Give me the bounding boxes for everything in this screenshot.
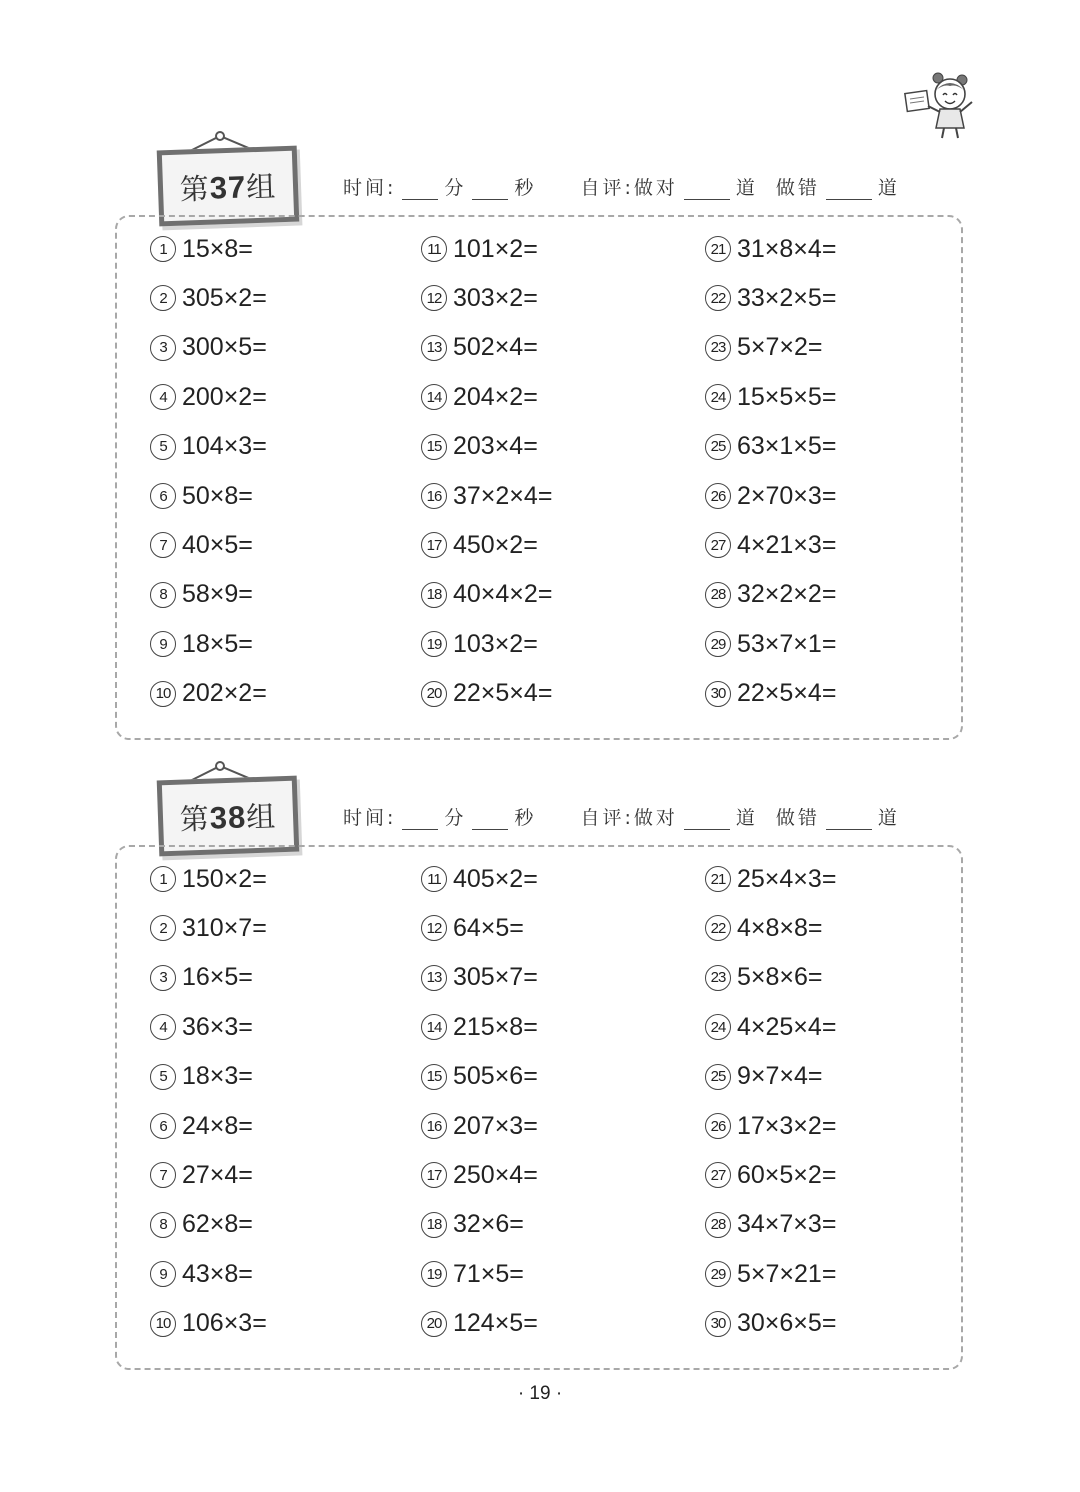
problem-item (421, 328, 538, 368)
problem-item (150, 476, 253, 516)
problem-expression: 505×6= (453, 1062, 538, 1091)
problem-number-badge: 27 (705, 1162, 731, 1188)
problem-item (150, 1155, 253, 1195)
problem-item (150, 1007, 253, 1047)
problem-number-badge: 7 (150, 532, 176, 558)
problem-expression: 40×5= (182, 530, 253, 559)
minute-label: 分 (444, 177, 467, 199)
problem-number-badge: 5 (150, 1064, 176, 1090)
problem-number-badge: 2 (150, 915, 176, 941)
problem-item (421, 1057, 538, 1097)
problem-expression: 63×1×5= (737, 432, 837, 461)
timing-and-self-evaluation (343, 800, 900, 830)
group-title-sign (158, 778, 294, 852)
self-eval-correct-label: 自评:做对 (580, 807, 678, 829)
problem-item (705, 427, 836, 467)
problem-number-badge: 29 (705, 1261, 731, 1287)
wrong-count-blank[interactable] (826, 809, 872, 830)
problem-number-badge: 18 (421, 582, 447, 608)
problem-item (421, 278, 538, 318)
problem-number-badge: 21 (705, 866, 731, 892)
wrong-label: 做错 (775, 177, 820, 199)
group-title-sign (158, 148, 294, 222)
problem-number-badge: 20 (421, 681, 447, 707)
problem-item (705, 525, 836, 565)
problem-number-badge: 26 (705, 483, 731, 509)
wrong-label: 做错 (775, 807, 820, 829)
problem-number-badge: 16 (421, 483, 447, 509)
problem-item (150, 575, 253, 615)
problem-number-badge: 24 (705, 1014, 731, 1040)
problem-expression: 200×2= (182, 382, 267, 411)
problem-expression: 250×4= (453, 1160, 538, 1189)
correct-count-blank[interactable] (684, 809, 730, 830)
problem-expression: 5×8×6= (737, 963, 823, 992)
problem-number-badge: 13 (421, 335, 447, 361)
problem-number-badge: 11 (421, 236, 447, 262)
problem-item (705, 908, 823, 948)
problem-item (150, 1304, 267, 1344)
problem-item (421, 1205, 524, 1245)
problem-expression: 305×7= (453, 963, 538, 992)
problem-expression: 104×3= (182, 432, 267, 461)
problem-item (705, 1057, 823, 1097)
unit-label: 道 (735, 177, 758, 199)
problem-number-badge: 28 (705, 582, 731, 608)
problem-item (150, 427, 267, 467)
problem-item (421, 377, 538, 417)
problem-item (421, 908, 524, 948)
problem-item (705, 624, 836, 664)
problem-expression: 22×5×4= (453, 679, 553, 708)
problem-number-badge: 3 (150, 335, 176, 361)
problem-item (150, 674, 267, 714)
problem-item (705, 1205, 836, 1245)
timing-and-self-evaluation (343, 170, 900, 200)
problem-number-badge: 6 (150, 483, 176, 509)
problem-expression: 50×8= (182, 481, 253, 510)
problem-number-badge: 15 (421, 1064, 447, 1090)
problem-expression: 215×8= (453, 1012, 538, 1041)
problem-item (421, 476, 552, 516)
problem-item (150, 377, 267, 417)
problem-number-badge: 16 (421, 1113, 447, 1139)
problem-number-badge: 29 (705, 631, 731, 657)
problem-expression: 4×8×8= (737, 913, 823, 942)
problem-number-badge: 19 (421, 631, 447, 657)
problem-number-badge: 24 (705, 384, 731, 410)
minutes-blank[interactable] (402, 809, 438, 830)
second-label: 秒 (514, 177, 537, 199)
problem-expression: 106×3= (182, 1309, 267, 1338)
problem-expression: 43×8= (182, 1259, 253, 1288)
problem-expression: 24×8= (182, 1111, 253, 1140)
problem-box (115, 845, 963, 1370)
group-title: 第37组 (179, 168, 277, 207)
problem-expression: 305×2= (182, 283, 267, 312)
problem-number-badge: 1 (150, 236, 176, 262)
problem-number-badge: 21 (705, 236, 731, 262)
problem-item (150, 328, 267, 368)
problem-number-badge: 12 (421, 915, 447, 941)
problem-item (705, 229, 836, 269)
problem-item (421, 575, 552, 615)
problem-number-badge: 9 (150, 631, 176, 657)
problem-expression: 103×2= (453, 629, 538, 658)
problem-expression: 36×3= (182, 1012, 253, 1041)
problem-number-badge: 22 (705, 285, 731, 311)
problem-expression: 202×2= (182, 679, 267, 708)
unit-label: 道 (877, 177, 900, 199)
problem-expression: 32×2×2= (737, 580, 837, 609)
problem-number-badge: 10 (150, 1311, 176, 1337)
problem-item (150, 525, 253, 565)
unit-label: 道 (877, 807, 900, 829)
unit-label: 道 (735, 807, 758, 829)
problem-expression: 207×3= (453, 1111, 538, 1140)
problem-expression: 53×7×1= (737, 629, 837, 658)
problem-item (705, 859, 836, 899)
problem-expression: 31×8×4= (737, 234, 837, 263)
problem-number-badge: 4 (150, 1014, 176, 1040)
problem-item (150, 229, 253, 269)
problem-expression: 101×2= (453, 234, 538, 263)
problem-expression: 17×3×2= (737, 1111, 837, 1140)
problem-item (705, 958, 823, 998)
problem-expression: 18×5= (182, 629, 253, 658)
problem-expression: 204×2= (453, 382, 538, 411)
minute-label: 分 (444, 807, 467, 829)
problem-item (705, 1106, 836, 1146)
problem-item (421, 427, 538, 467)
problem-item (705, 1007, 836, 1047)
problem-number-badge: 8 (150, 1212, 176, 1238)
problem-number-badge: 14 (421, 384, 447, 410)
problem-item (150, 958, 253, 998)
problem-number-badge: 1 (150, 866, 176, 892)
problem-expression: 303×2= (453, 283, 538, 312)
seconds-blank[interactable] (472, 809, 508, 830)
problem-number-badge: 20 (421, 1311, 447, 1337)
problem-item (705, 377, 836, 417)
mascot-girl-illustration (900, 70, 980, 140)
problem-number-badge: 5 (150, 434, 176, 460)
problem-expression: 310×7= (182, 913, 267, 942)
problem-number-badge: 17 (421, 532, 447, 558)
problem-number-badge: 30 (705, 1311, 731, 1337)
problem-expression: 9×7×4= (737, 1062, 823, 1091)
correct-count-blank[interactable] (684, 179, 730, 200)
problem-item (421, 859, 538, 899)
problem-item (421, 624, 538, 664)
problem-number-badge: 12 (421, 285, 447, 311)
problem-item (705, 476, 836, 516)
problem-expression: 32×6= (453, 1210, 524, 1239)
problem-number-badge: 30 (705, 681, 731, 707)
problem-number-badge: 8 (150, 582, 176, 608)
problem-number-badge: 26 (705, 1113, 731, 1139)
problem-item (150, 1205, 253, 1245)
self-eval-correct-label: 自评:做对 (580, 177, 678, 199)
problem-expression: 22×5×4= (737, 679, 837, 708)
problem-number-badge: 25 (705, 1064, 731, 1090)
problem-item (705, 278, 836, 318)
problem-item (705, 1254, 836, 1294)
problem-expression: 33×2×5= (737, 283, 837, 312)
problem-number-badge: 2 (150, 285, 176, 311)
problem-number-badge: 17 (421, 1162, 447, 1188)
time-label: 时间: (343, 807, 397, 829)
problem-item (705, 575, 836, 615)
problem-item (150, 1106, 253, 1146)
problem-item (705, 674, 836, 714)
problem-item (421, 1155, 538, 1195)
problem-item (150, 859, 267, 899)
problem-expression: 5×7×2= (737, 333, 823, 362)
wrong-count-blank[interactable] (826, 179, 872, 200)
problem-item (421, 674, 552, 714)
problem-number-badge: 28 (705, 1212, 731, 1238)
problem-expression: 300×5= (182, 333, 267, 362)
problem-number-badge: 23 (705, 965, 731, 991)
problem-expression: 4×21×3= (737, 530, 837, 559)
problem-number-badge: 19 (421, 1261, 447, 1287)
problem-number-badge: 10 (150, 681, 176, 707)
problem-item (421, 525, 538, 565)
problem-expression: 5×7×21= (737, 1259, 837, 1288)
problem-expression: 203×4= (453, 432, 538, 461)
problem-expression: 18×3= (182, 1062, 253, 1091)
problem-item (150, 624, 253, 664)
problem-expression: 2×70×3= (737, 481, 837, 510)
problem-number-badge: 13 (421, 965, 447, 991)
problem-expression: 450×2= (453, 530, 538, 559)
problem-number-badge: 22 (705, 915, 731, 941)
problem-expression: 37×2×4= (453, 481, 553, 510)
problem-item (421, 958, 538, 998)
problem-item (705, 1155, 836, 1195)
problem-expression: 27×4= (182, 1160, 253, 1189)
page-number: · 19 · (517, 1383, 563, 1404)
problem-number-badge: 7 (150, 1162, 176, 1188)
problem-expression: 40×4×2= (453, 580, 553, 609)
problem-number-badge: 15 (421, 434, 447, 460)
problem-number-badge: 25 (705, 434, 731, 460)
problem-item (421, 1254, 524, 1294)
problem-expression: 34×7×3= (737, 1210, 837, 1239)
problem-expression: 64×5= (453, 913, 524, 942)
group-title: 第38组 (179, 798, 277, 837)
problem-item (150, 1254, 253, 1294)
problem-box (115, 215, 963, 740)
problem-number-badge: 4 (150, 384, 176, 410)
minutes-blank[interactable] (402, 179, 438, 200)
problem-expression: 62×8= (182, 1210, 253, 1239)
problem-expression: 124×5= (453, 1309, 538, 1338)
problem-item (421, 229, 538, 269)
problem-item (421, 1106, 538, 1146)
problem-item (150, 1057, 253, 1097)
problem-expression: 405×2= (453, 864, 538, 893)
problem-expression: 15×8= (182, 234, 253, 263)
problem-expression: 16×5= (182, 963, 253, 992)
problem-expression: 15×5×5= (737, 382, 837, 411)
problem-expression: 25×4×3= (737, 864, 837, 893)
problem-number-badge: 27 (705, 532, 731, 558)
time-label: 时间: (343, 177, 397, 199)
problem-number-badge: 6 (150, 1113, 176, 1139)
problem-expression: 58×9= (182, 580, 253, 609)
problem-item (150, 278, 267, 318)
problem-number-badge: 14 (421, 1014, 447, 1040)
problem-expression: 30×6×5= (737, 1309, 837, 1338)
problem-expression: 71×5= (453, 1259, 524, 1288)
problem-number-badge: 18 (421, 1212, 447, 1238)
problem-number-badge: 23 (705, 335, 731, 361)
problem-expression: 150×2= (182, 864, 267, 893)
problem-number-badge: 9 (150, 1261, 176, 1287)
second-label: 秒 (514, 807, 537, 829)
problem-item (421, 1007, 538, 1047)
problem-item (150, 908, 267, 948)
problem-item (421, 1304, 538, 1344)
problem-item (705, 1304, 836, 1344)
problem-expression: 4×25×4= (737, 1012, 837, 1041)
problem-number-badge: 11 (421, 866, 447, 892)
problem-number-badge: 3 (150, 965, 176, 991)
problem-expression: 60×5×2= (737, 1160, 837, 1189)
seconds-blank[interactable] (472, 179, 508, 200)
problem-item (705, 328, 823, 368)
problem-expression: 502×4= (453, 333, 538, 362)
